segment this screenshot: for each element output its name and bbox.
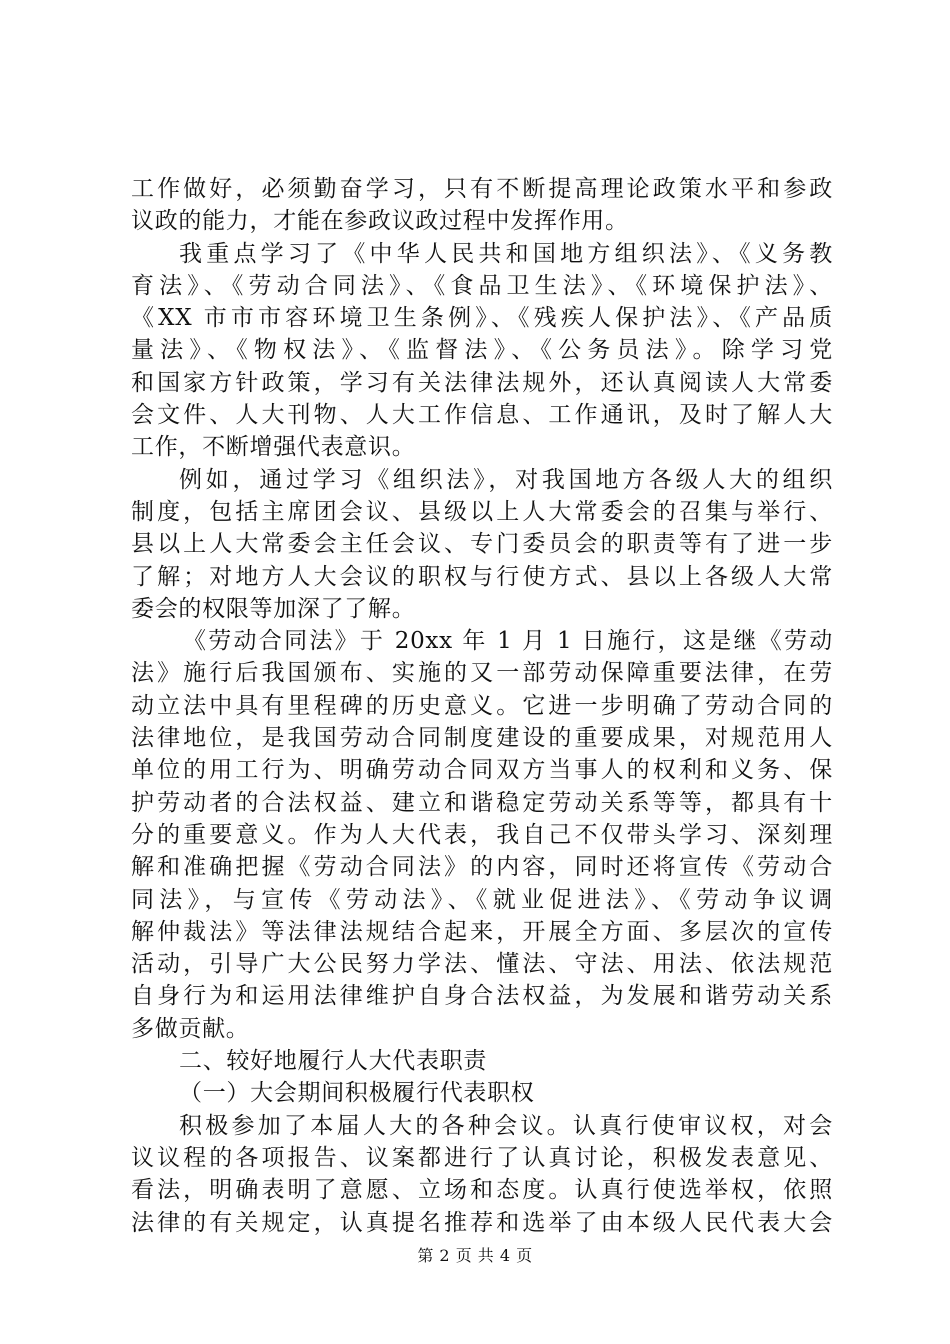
text-line: 法律的有关规定，认真提名推荐和选举了由本级人民代表大会 [131,1209,833,1236]
text-line: 《XX 市市市容环境卫生条例》、《残疾人保护法》、《产品质 [131,305,833,332]
text-line: 分的重要意义。作为人大代表，我自己不仅带头学习、深刻理 [131,821,833,848]
text-line: 和国家方针政策，学习有关法律法规外，还认真阅读人大常委 [131,369,833,396]
text-line: 议政的能力，才能在参政议政过程中发挥作用。 [131,208,629,235]
section-heading: 二、较好地履行人大代表职责 [179,1048,488,1075]
text-line: 会文件、人大刊物、人大工作信息、工作通讯，及时了解人大 [131,402,833,429]
text-line: 动立法中具有里程碑的历史意义。它进一步明确了劳动合同的 [131,692,833,719]
text-line: 委会的权限等加深了了解。 [131,595,416,622]
text-line: 育法》、《劳动合同法》、《食品卫生法》、《环境保护法》、 [131,272,833,299]
text-line: 工作，不断增强代表意识。 [131,434,416,461]
subsection-heading: （一）大会期间积极履行代表职权 [179,1080,535,1107]
text-line: 例如，通过学习《组织法》，对我国地方各级人大的组织 [179,466,833,493]
text-line: 多做贡献。 [131,1015,250,1042]
text-line: 单位的用工行为、明确劳动合同双方当事人的权利和义务、保 [131,757,833,784]
document-body [131,173,833,1239]
text-line: 了解；对地方人大会议的职权与行使方式、县以上各级人大常 [131,563,833,590]
text-line: 积极参加了本届人大的各种会议。认真行使审议权，对会 [179,1112,833,1139]
text-line: 制度，包括主席团会议、县级以上人大常委会的召集与举行、 [131,498,833,525]
page-number-footer: 第 2 页 共 4 页 [417,1246,533,1265]
text-line: 法律地位，是我国劳动合同制度建设的重要成果，对规范用人 [131,725,833,752]
text-line: 同法》，与宣传《劳动法》、《就业促进法》、《劳动争议调 [131,886,833,913]
text-line: 工作做好，必须勤奋学习，只有不断提高理论政策水平和参政 [131,176,833,202]
text-line: 我重点学习了《中华人民共和国地方组织法》、《义务教 [179,240,833,267]
text-line: 看法，明确表明了意愿、立场和态度。认真行使选举权，依照 [131,1177,833,1204]
text-line: 法》施行后我国颁布、实施的又一部劳动保障重要法律，在劳 [131,660,833,687]
text-line: 议议程的各项报告、议案都进行了认真讨论，积极发表意见、 [131,1144,833,1171]
text-line: 解仲裁法》等法律法规结合起来，开展全方面、多层次的宣传 [131,918,833,945]
text-line: 护劳动者的合法权益、建立和谐稳定劳动关系等等，都具有十 [131,789,833,816]
text-line: 县以上人大常委会主任会议、专门委员会的职责等有了进一步 [131,531,833,558]
text-line: 解和准确把握《劳动合同法》的内容，同时还将宣传《劳动合 [131,854,833,881]
text-line: 自身行为和运用法律维护自身合法权益，为发展和谐劳动关系 [131,983,833,1010]
text-line: 活动，引导广大公民努力学法、懂法、守法、用法、依法规范 [131,951,833,978]
text-line: 《劳动合同法》于 20xx 年 1 月 1 日施行，这是继《劳动 [183,628,833,655]
text-line: 量法》、《物权法》、《监督法》、《公务员法》。除学习党 [131,337,833,364]
